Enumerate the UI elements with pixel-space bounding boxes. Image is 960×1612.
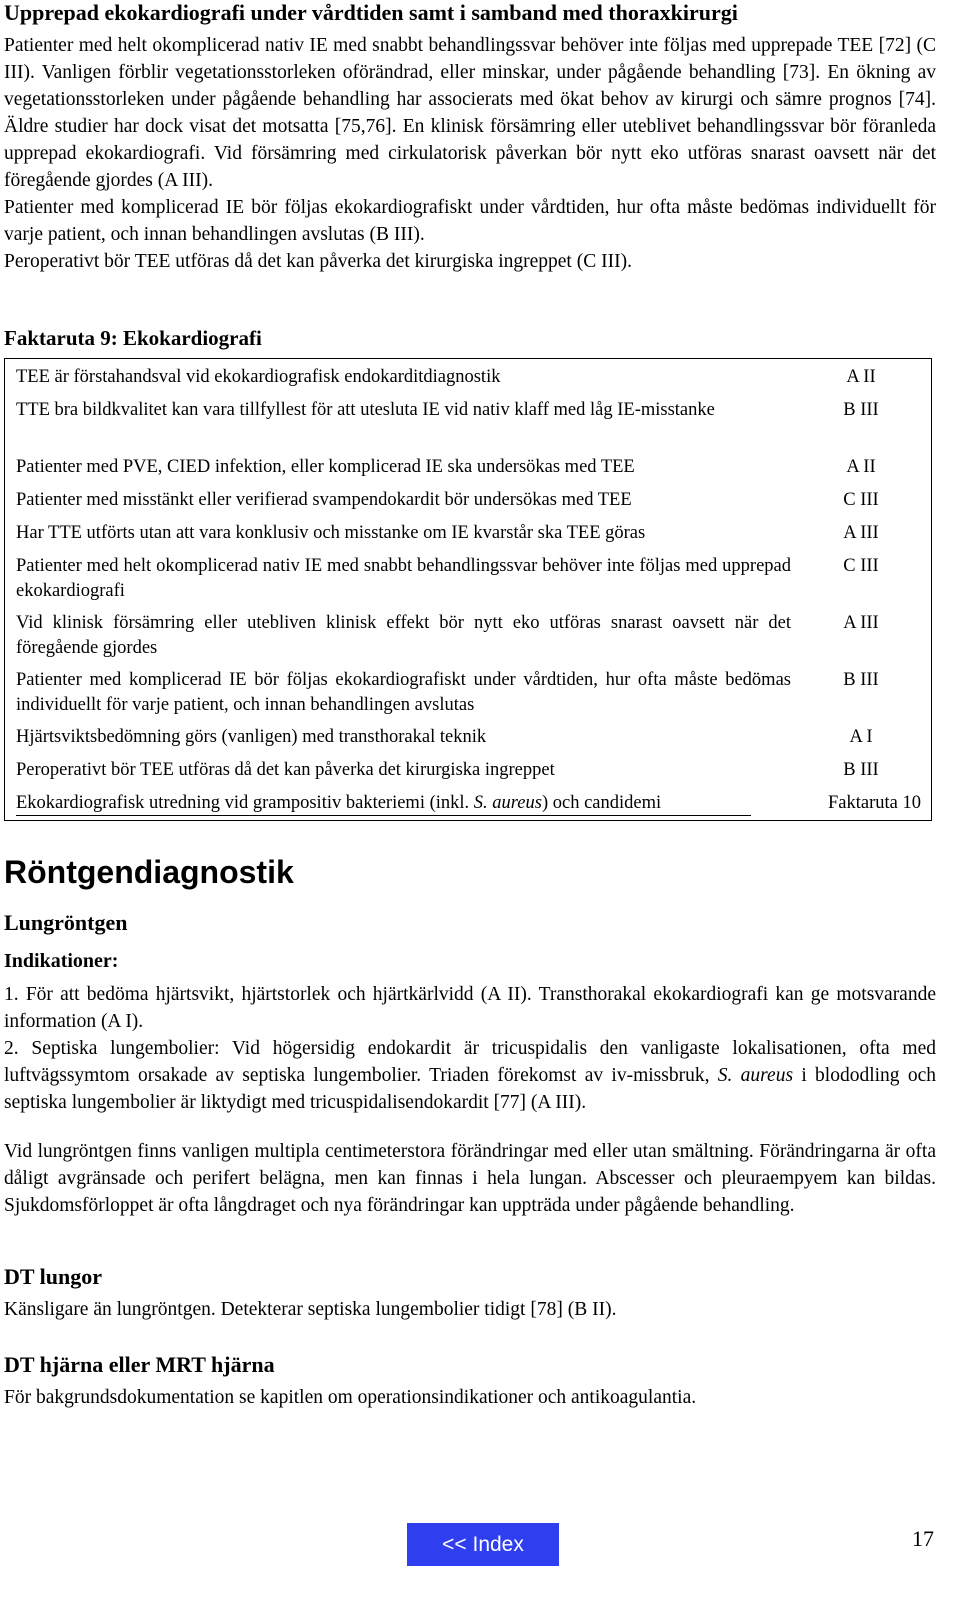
chapter-heading: Röntgendiagnostik (4, 854, 294, 890)
page-number: 17 (912, 1526, 934, 1551)
evidence-grade: A II (846, 367, 876, 387)
evidence-grade: B III (843, 400, 879, 420)
subsection-heading: Lungröntgen (4, 910, 128, 935)
factbox-row-text: Har TTE utförts utan att vara konklusiv och misstanke om IE kvarstår ska TEE göras (16, 523, 646, 543)
evidence-grade: A I (849, 727, 873, 747)
list-item: 1. För att bedöma hjärtsvikt, hjärtstorlek och hjärtkärlvidd (A II). Transthorakal ekokardiografi kan ge motsvarande information (A I). (4, 984, 936, 1032)
indications-heading: Indikationer: (4, 950, 119, 972)
evidence-grade: A II (846, 457, 876, 477)
evidence-grade: C III (843, 556, 879, 576)
factbox-ref-link[interactable]: Faktaruta 10 (828, 793, 921, 813)
link-underline (16, 815, 751, 816)
factbox-title: Faktaruta 9: Ekokardiografi (4, 326, 262, 350)
factbox-row-text: TTE bra bildkvalitet kan vara tillfyllest för att utesluta IE vid nativ klaff med låg IE-misstanke (16, 400, 715, 420)
factbox-row-text: TEE är förstahandsval vid ekokardiografisk endokarditdiagnostik (16, 367, 501, 387)
paragraph: Patienter med komplicerad IE bör följas ekokardiografiskt under vårdtiden, hur ofta måste bedömas individuellt för varje patient, och innan behandlingen avslutas (B III). (4, 197, 936, 245)
subsection-heading: DT hjärna eller MRT hjärna (4, 1352, 275, 1377)
index-button[interactable]: << Index (407, 1523, 559, 1566)
factbox (4, 358, 932, 821)
factbox-row-text: Vid klinisk försämring eller utebliven klinisk effekt bör nytt eko utföras snarast oavsett när det föregående gjordes (16, 613, 791, 658)
paragraph: För bakgrundsdokumentation se kapitlen om operationsindikationer och antikoagulantia. (4, 1387, 697, 1408)
factbox-row-text: Peroperativt bör TEE utföras då det kan påverka det kirurgiska ingreppet (16, 760, 555, 780)
factbox-row-text: Patienter med PVE, CIED infektion, eller komplicerad IE ska undersökas med TEE (16, 457, 635, 477)
factbox-row-text: Hjärtsviktsbedömning görs (vanligen) med transthorakal teknik (16, 727, 487, 747)
evidence-grade: B III (843, 760, 879, 780)
subsection-heading: DT lungor (4, 1264, 103, 1289)
paragraph: Känsligare än lungröntgen. Detekterar septiska lungembolier tidigt [78] (B II). (4, 1299, 617, 1320)
evidence-grade: B III (843, 670, 879, 690)
evidence-grade: A III (843, 613, 879, 633)
evidence-grade: A III (843, 523, 879, 543)
factbox-row-text: Patienter med misstänkt eller verifierad svampendokardit bör undersökas med TEE (16, 490, 632, 510)
factbox-row-text: Ekokardiografisk utredning vid grampositiv bakteriemi (inkl. S. aureus) och candidemi (16, 793, 662, 813)
paragraph: Vid lungröntgen finns vanligen multipla centimeterstora förändringar med eller utan smältning. Förändringarna är ofta dåligt avgränsade och perifert belägna, men kan finnas i hela lungan. Abscesser och pleuraempyem kan bildas. Sjukdomsförloppet är ofta långdraget och nya förändringar kan uppträda under pågående behandling. (4, 1141, 936, 1216)
indications-list (4, 981, 936, 1116)
section-heading: Upprepad ekokardiografi under vårdtiden samt i samband med thoraxkirurgi (4, 0, 738, 25)
factbox-row-text: Patienter med helt okomplicerad nativ IE med snabbt behandlingssvar behöver inte följas med upprepad ekokardiografi (16, 556, 791, 601)
list-item: 2. Septiska lungembolier: Vid högersidig endokardit är tricuspidalis den vanligaste lokalisationen, ofta med luftvägssymtom orsakade av septiska lungembolier. Triaden förekomst av iv-missbruk, S. aureus i blododling och septiska lungembolier är liktydigt med tricuspidalisendokardit [77] (A III). (4, 1038, 936, 1113)
evidence-grade: C III (843, 490, 879, 510)
paragraph: Peroperativt bör TEE utföras då det kan påverka det kirurgiska ingreppet (C III). (4, 251, 632, 272)
section-body (4, 32, 936, 275)
factbox-row-text: Patienter med komplicerad IE bör följas ekokardiografiskt under vårdtiden, hur ofta måste bedömas individuellt för varje patient, och innan behandlingen avslutas (16, 670, 791, 715)
paragraph: Patienter med helt okomplicerad nativ IE med snabbt behandlingssvar behöver inte följas med upprepade TEE [72] (C III). Vanligen förblir vegetationsstorleken oförändrad, eller minskar, under pågående behandling [73]. En ökning av vegetationsstorleken under pågående behandling har associerats med ökat behov av kirurgi och sämre prognos [74]. Äldre studier har dock visat det motsatta [75,76]. En klinisk försämring eller uteblivet behandlingssvar bör föranleda upprepad ekokardiografi. Vid försämring med cirkulatorisk påverkan bör nytt eko utföras snarast oavsett när det föregående gjordes (A III). (4, 35, 936, 191)
